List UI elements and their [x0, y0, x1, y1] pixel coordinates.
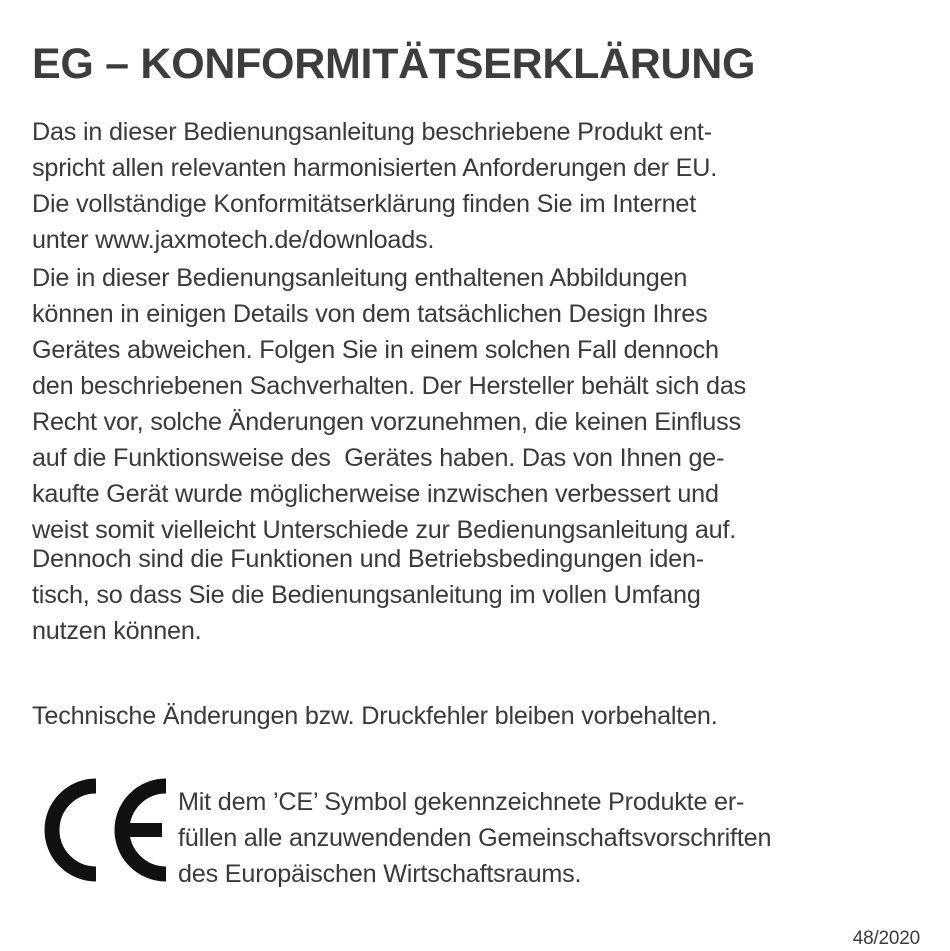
technical-notice — [32, 698, 718, 734]
text-line: Die in dieser Bedienungsanleitung enthaltenen Abbildungen — [32, 264, 688, 292]
page-title: EG – KONFORMITÄTSERKLÄRUNG — [32, 40, 756, 88]
text-line: unter www.jaxmotech.de/downloads. — [32, 226, 435, 254]
text-line: kaufte Gerät wurde möglicherweise inzwischen verbessert und — [32, 480, 719, 508]
text-line: Gerätes abweichen. Folgen Sie in einem solchen Fall dennoch — [32, 336, 719, 364]
text-line: Die vollständige Konformitätserklärung finden Sie im Internet — [32, 190, 697, 218]
text-line: tisch, so dass Sie die Bedienungsanleitung im vollen Umfang — [32, 581, 701, 609]
text-line: Mit dem ’CE’ Symbol gekennzeichnete Produkte er- — [178, 788, 745, 816]
ce-description — [178, 784, 771, 892]
text-line: des Europäischen Wirtschaftsraums. — [178, 860, 582, 888]
text-line: Das in dieser Bedienungsanleitung beschriebene Produkt ent- — [32, 118, 712, 146]
text-line: Recht vor, solche Änderungen vorzunehmen, die keinen Einfluss — [32, 408, 741, 436]
paragraph-conformity — [32, 114, 717, 258]
paragraph-illustrations — [32, 260, 746, 548]
ce-mark-icon — [32, 778, 170, 882]
text-line: den beschriebenen Sachverhalten. Der Hersteller behält sich das — [32, 372, 747, 400]
text-line: füllen alle anzuwendenden Gemeinschaftsvorschriften — [178, 824, 772, 852]
text-line: auf die Funktionsweise des Gerätes haben. Das von Ihnen ge- — [32, 444, 725, 472]
text-line: Dennoch sind die Funktionen und Betriebsbedingungen iden- — [32, 545, 704, 573]
text-line: spricht allen relevanten harmonisierten Anforderungen der EU. — [32, 154, 718, 182]
paragraph-functions — [32, 541, 704, 649]
text-line: können in einigen Details von dem tatsächlichen Design Ihres — [32, 300, 708, 328]
page-number: 48/2020 — [852, 928, 920, 949]
ce-section — [32, 778, 922, 888]
text-line: weist somit vielleicht Unterschiede zur Bedienungsanleitung auf. — [32, 516, 737, 544]
notice-text: Technische Änderungen bzw. Druckfehler bleiben vorbehalten. — [32, 702, 718, 730]
text-line: nutzen können. — [32, 617, 202, 645]
